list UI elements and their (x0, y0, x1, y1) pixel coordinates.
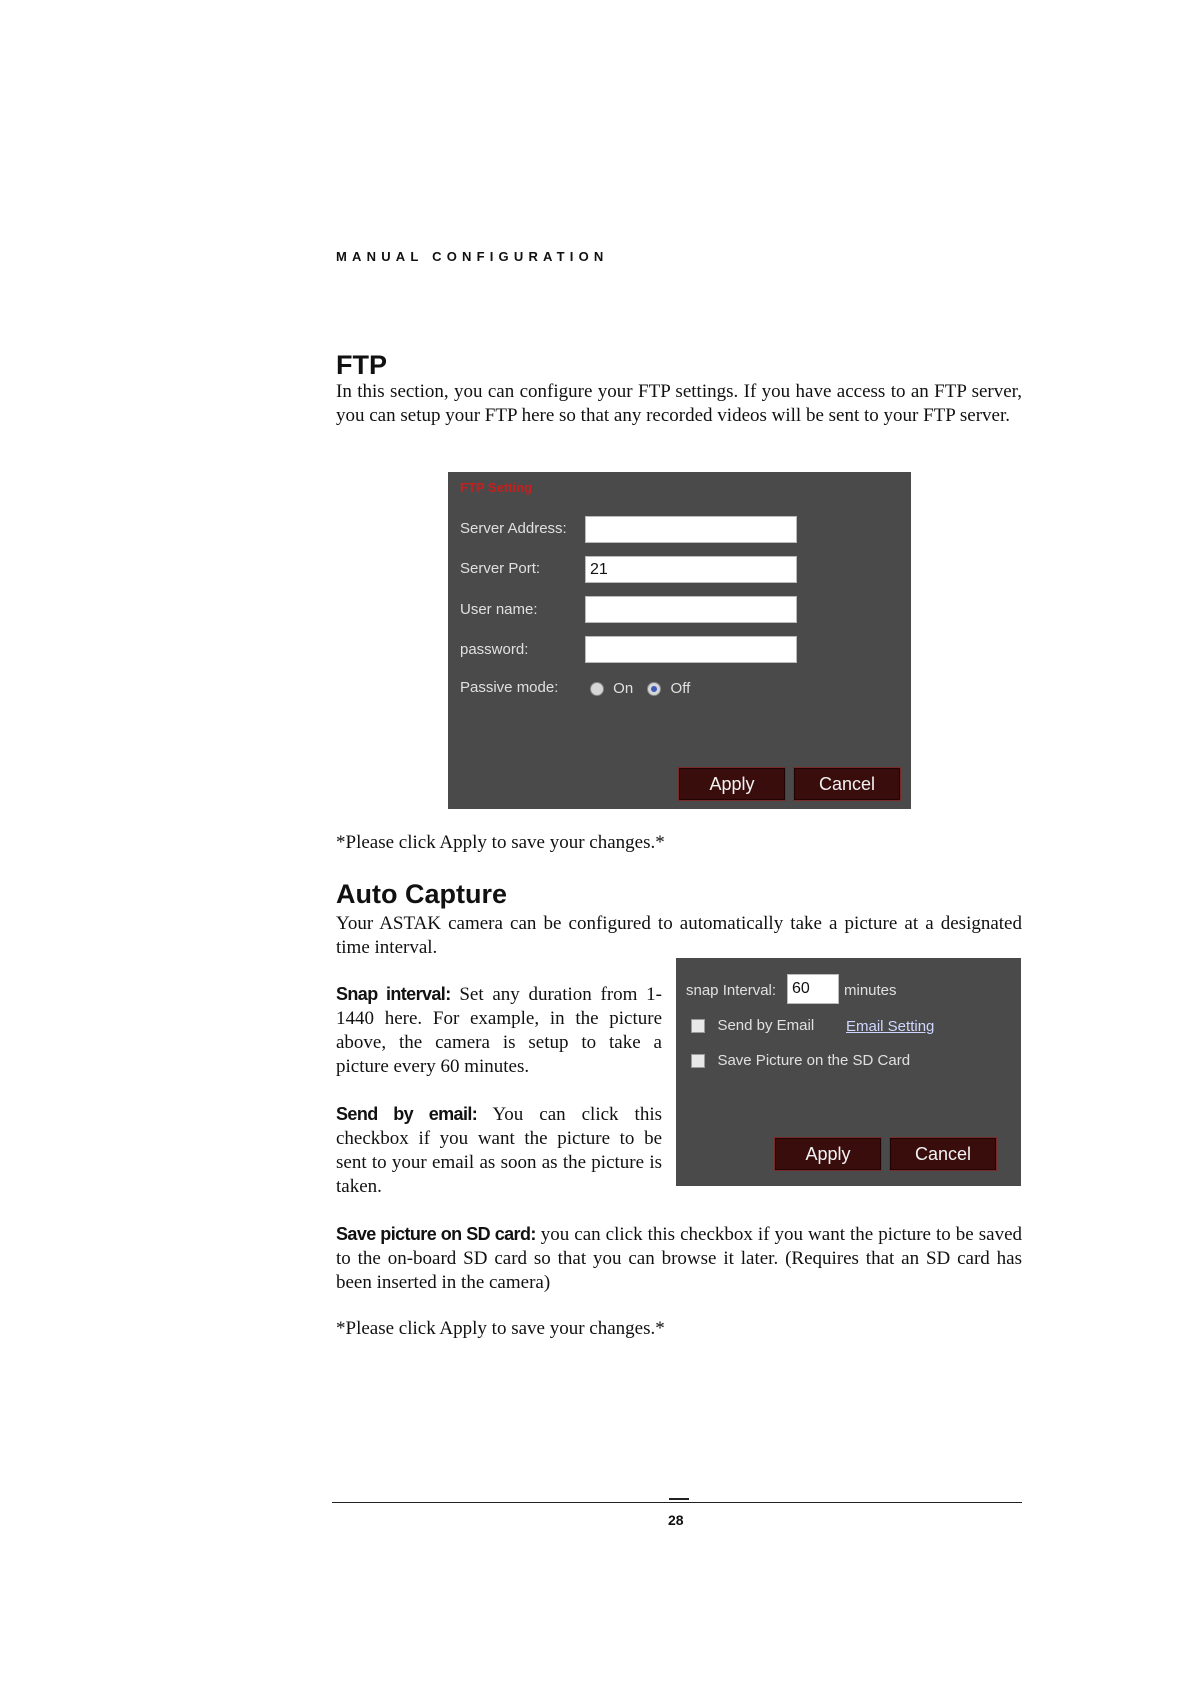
server-port-input[interactable] (585, 556, 797, 583)
snap-interval-paragraph (336, 982, 662, 1079)
save-sd-label: Save Picture on the SD Card (717, 1052, 911, 1069)
footer-tick (669, 1498, 689, 1500)
save-sd-paragraph (336, 1222, 1022, 1295)
auto-capture-intro: Your ASTAK camera can be configured to automatically take a picture at a designated time interval. (336, 913, 1022, 958)
username-input[interactable] (585, 596, 797, 623)
ftp-intro: In this section, you can configure your FTP settings. If you have access to an FTP server, you can setup your FTP here so that any recorded videos will be sent to your FTP server. (336, 381, 1022, 426)
snap-interval-input[interactable] (787, 974, 839, 1004)
email-setting-link[interactable]: Email Setting (846, 1018, 935, 1035)
save-sd-term: Save picture on SD card: (336, 1224, 536, 1244)
snap-interval-term: Snap interval: (336, 984, 451, 1004)
password-label: password: (460, 641, 529, 658)
auto-capture-panel (676, 958, 1021, 1186)
ftp-settings-panel (448, 472, 911, 809)
snap-interval-label: snap Interval: (686, 982, 777, 999)
server-address-label: Server Address: (460, 520, 567, 537)
auto-capture-note: *Please click Apply to save your changes.* (336, 1318, 665, 1339)
capture-apply-button[interactable]: Apply (774, 1137, 882, 1171)
ftp-note: *Please click Apply to save your changes.* (336, 832, 665, 853)
send-email-term: Send by email: (336, 1104, 478, 1124)
passive-on-label: On (613, 680, 634, 697)
ftp-panel-title: FTP Setting (460, 480, 532, 495)
capture-cancel-button[interactable]: Cancel (889, 1137, 997, 1171)
server-address-input[interactable] (585, 516, 797, 543)
send-email-label: Send by Email (717, 1017, 815, 1034)
passive-mode-group (590, 680, 690, 697)
server-port-label: Server Port: (460, 560, 541, 577)
passive-mode-label: Passive mode: (460, 679, 559, 696)
passive-off-radio[interactable] (647, 682, 661, 696)
save-sd-checkbox[interactable] (691, 1054, 705, 1068)
ftp-heading: FTP (336, 350, 387, 380)
send-email-row (691, 1017, 814, 1035)
footer-rule (332, 1502, 1022, 1503)
send-email-text: You can click this checkbox if you want the picture to be sent to your email as soon as the picture is taken. (336, 1104, 662, 1197)
send-email-paragraph (336, 1102, 662, 1199)
passive-off-label: Off (670, 680, 691, 697)
page-number: 28 (668, 1512, 684, 1528)
snap-interval-text: Set any duration from 1-1440 here. For example, in the picture above, the camera is setup to take a picture every 60 minutes. (336, 984, 662, 1077)
minutes-label: minutes (844, 982, 897, 999)
password-input[interactable] (585, 636, 797, 663)
username-label: User name: (460, 601, 538, 618)
ftp-cancel-button[interactable]: Cancel (793, 767, 901, 801)
save-sd-text: you can click this checkbox if you want the picture to be saved to the on-board SD card so that you can browse it later. (Requires that an SD card has been inserted in the camera) (336, 1224, 1023, 1293)
save-sd-row (691, 1052, 910, 1070)
ftp-apply-button[interactable]: Apply (678, 767, 786, 801)
auto-capture-heading: Auto Capture (336, 879, 507, 909)
passive-on-radio[interactable] (590, 682, 604, 696)
running-head: MANUAL CONFIGURATION (336, 249, 609, 264)
send-email-checkbox[interactable] (691, 1019, 705, 1033)
